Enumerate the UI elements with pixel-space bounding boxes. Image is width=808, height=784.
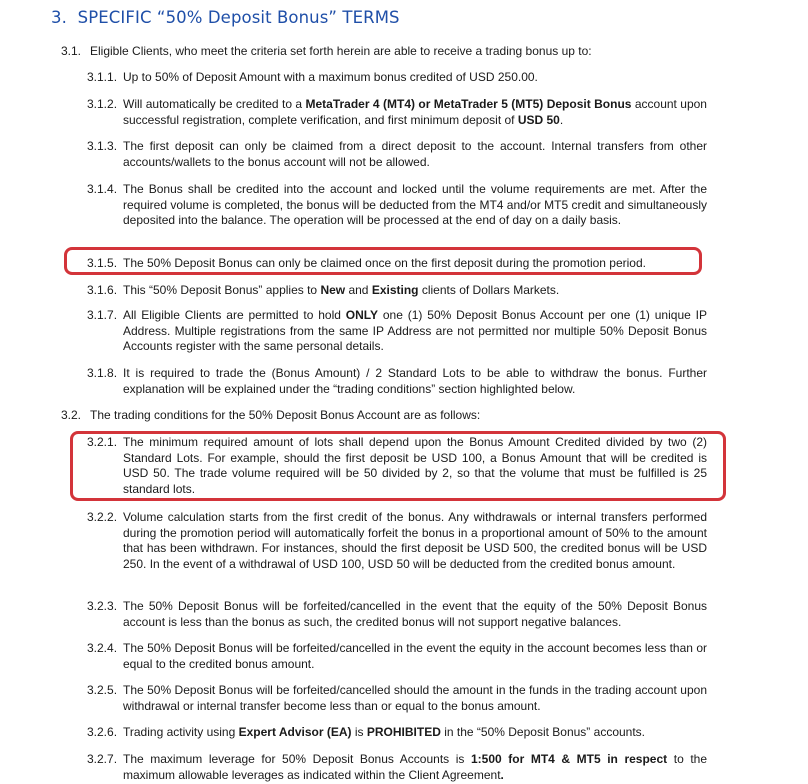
section-number: 3.	[51, 8, 67, 27]
clause-3-2-7	[87, 752, 707, 783]
clause-3-2	[61, 408, 761, 424]
clause-3-1-7	[87, 308, 707, 355]
clause-text: The 50% Deposit Bonus will be forfeited/cancelled in the event that the equity of the 50% Deposit Bonus account is less than the bonus as such, the credited bonus will not support negative balances.	[123, 599, 707, 629]
clause-number: 3.2.6.	[87, 725, 118, 739]
clause-3-1-8	[87, 366, 707, 397]
clause-text: The maximum leverage for 50% Deposit Bonus Accounts is 1:500 for MT4 & MT5 in respect to the maximum allowable leverages as indicated within the Client Agreement.	[123, 752, 707, 782]
clause-number: 3.2.2.	[87, 510, 118, 524]
clause-text: The Bonus shall be credited into the account and locked until the volume requirements are met. After the required volume is completed, the bonus will be deducted from the MT4 and/or MT5 credit and simultaneously deposited into the balance. The operation will be processed at the end of day on a daily basis.	[123, 182, 707, 227]
clause-3-1-3	[87, 139, 707, 170]
clause-text: The minimum required amount of lots shall depend upon the Bonus Amount Credited divided by two (2) Standard Lots. For example, should the first deposit be USD 100, a Bonus Amount that will be credited is USD 50. The trade volume required will be 50 divided by 2, so that the volume that must be fulfilled is 25 standard lots.	[123, 435, 707, 496]
clause-3-2-5	[87, 683, 707, 714]
clause-3-2-3	[87, 599, 707, 630]
clause-text: Eligible Clients, who meet the criteria set forth herein are able to receive a trading bonus up to:	[90, 44, 592, 58]
clause-text: It is required to trade the (Bonus Amount) / 2 Standard Lots to be able to withdraw the bonus. Further explanation will be explained under the “trading conditions” section highlighted below.	[123, 366, 707, 396]
clause-number: 3.2.5.	[87, 683, 118, 697]
clause-3-1	[61, 44, 761, 60]
clause-text: All Eligible Clients are permitted to hold ONLY one (1) 50% Deposit Bonus Account per one (1) unique IP Address. Multiple registrations from the same IP Address are not permitted nor multiple 50% Deposit Bonus Accounts register with the same personal details.	[123, 308, 707, 353]
clause-number: 3.2.4.	[87, 641, 118, 655]
clause-text: The 50% Deposit Bonus will be forfeited/cancelled should the amount in the funds in the trading account upon withdrawal or internal transfer become less than or equal to the bonus amount.	[123, 683, 707, 713]
clause-number: 3.1.4.	[87, 182, 118, 196]
clause-number: 3.1.3.	[87, 139, 118, 153]
clause-number: 3.2.	[61, 408, 82, 422]
clause-number: 3.1.5.	[87, 256, 118, 270]
clause-number: 3.1.1.	[87, 70, 118, 84]
clause-number: 3.1.	[61, 44, 82, 58]
clause-text: The 50% Deposit Bonus will be forfeited/cancelled in the event the equity in the account becomes less than or equal to the credited bonus amount.	[123, 641, 707, 671]
clause-text: Up to 50% of Deposit Amount with a maximum bonus credited of USD 250.00.	[123, 70, 538, 84]
clause-3-2-6	[87, 725, 707, 741]
clause-3-2-2	[87, 510, 707, 572]
section-title: SPECIFIC “50% Deposit Bonus” TERMS	[77, 8, 400, 27]
clause-number: 3.1.7.	[87, 308, 118, 322]
section-heading	[51, 8, 400, 27]
clause-text: This “50% Deposit Bonus” applies to New and Existing clients of Dollars Markets.	[123, 283, 560, 297]
clause-text: Will automatically be credited to a MetaTrader 4 (MT4) or MetaTrader 5 (MT5) Deposit Bonus account upon successful registration, complete verification, and first minimum deposit of USD 50.	[123, 97, 707, 127]
clause-3-1-4	[87, 182, 707, 229]
clause-3-1-2	[87, 97, 707, 128]
clause-3-2-4	[87, 641, 707, 672]
clause-number: 3.1.6.	[87, 283, 118, 297]
clause-number: 3.2.1.	[87, 435, 118, 449]
clause-text: The 50% Deposit Bonus can only be claimed once on the first deposit during the promotion period.	[123, 256, 646, 270]
clause-3-1-1	[87, 70, 707, 86]
clause-number: 3.2.3.	[87, 599, 118, 613]
highlight-box-3-2-1	[70, 431, 726, 501]
clause-number: 3.1.2.	[87, 97, 118, 111]
clause-3-1-6	[87, 283, 707, 299]
clause-text: The first deposit can only be claimed from a direct deposit to the account. Internal transfers from other accounts/wallets to the bonus account will not be allowed.	[123, 139, 707, 169]
highlight-box-3-1-5	[64, 247, 702, 275]
clause-number: 3.1.8.	[87, 366, 118, 380]
clause-number: 3.2.7.	[87, 752, 118, 766]
clause-text: The trading conditions for the 50% Deposit Bonus Account are as follows:	[90, 408, 481, 422]
clause-text: Volume calculation starts from the first credit of the bonus. Any withdrawals or internal transfers performed during the promotion period will automatically forfeit the bonus in a proportional amount of 50% to the amount that has been withdrawn. For instances, should the first deposit be USD 500, the credited bonus will be USD 250. In the event of a withdrawal of USD 100, USD 50 will be deducted from the credited bonus amount.	[123, 510, 707, 571]
clause-text: Trading activity using Expert Advisor (EA) is PROHIBITED in the “50% Deposit Bonus” accounts.	[123, 725, 646, 739]
